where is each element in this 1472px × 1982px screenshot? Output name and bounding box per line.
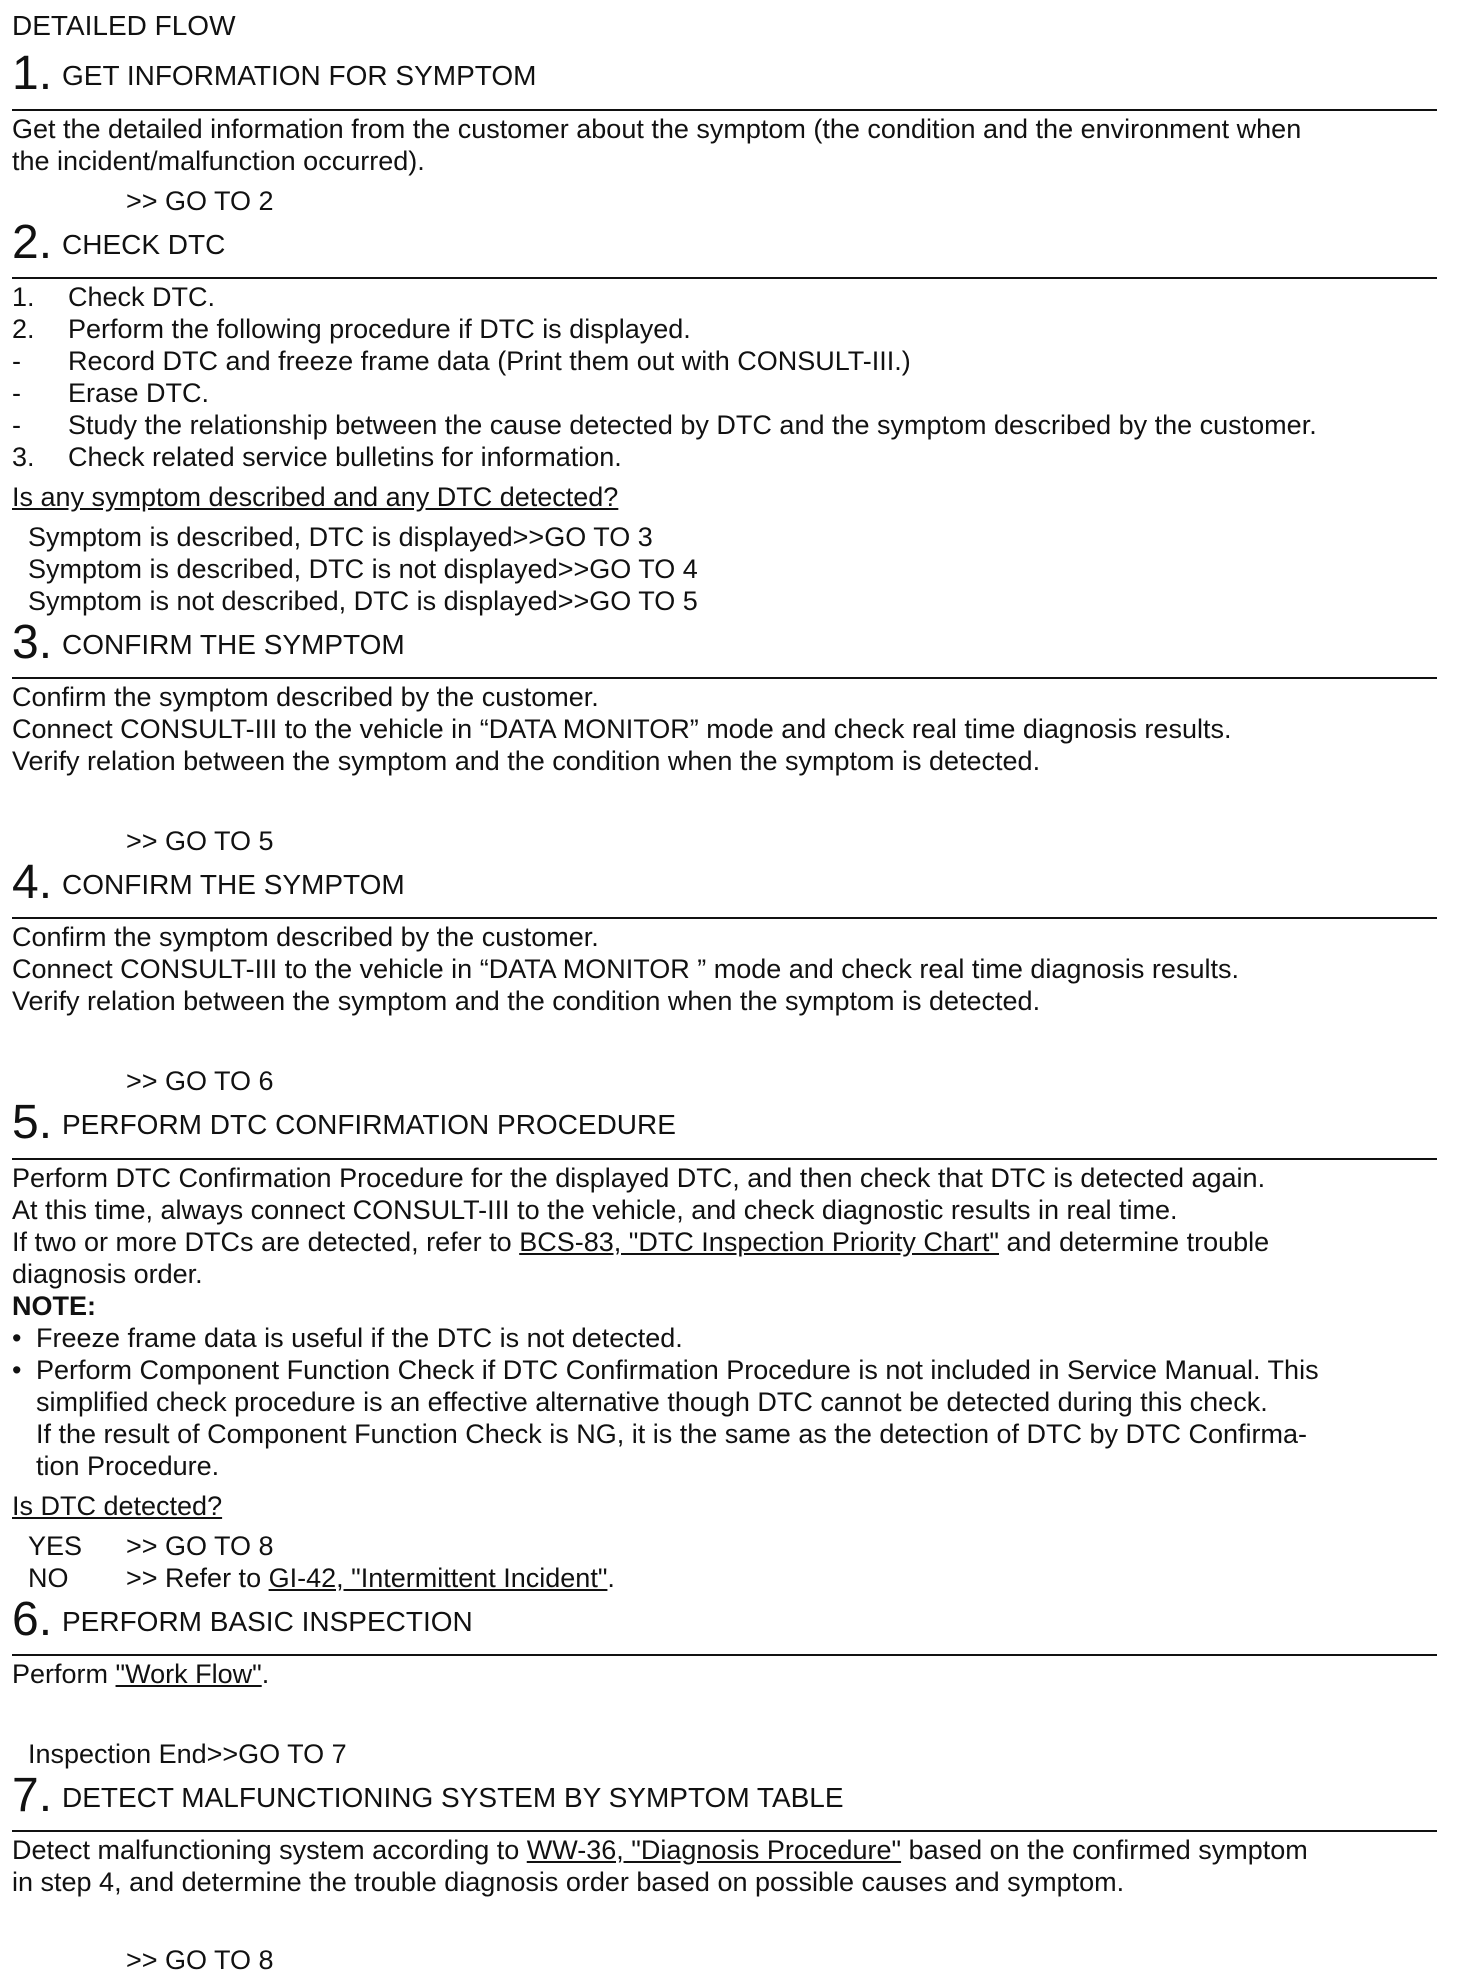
bullet-icon: • (12, 1323, 22, 1353)
step-number: 5. (12, 1096, 53, 1149)
note-bullet (12, 1322, 683, 1354)
text-segment: Detect malfunctioning system according to (12, 1835, 527, 1865)
body-text (12, 1658, 269, 1690)
text-segment: based on the confirmed symptom (901, 1835, 1308, 1865)
list-item (12, 377, 209, 409)
bullet-text: simplified check procedure is an effective alternative though DTC cannot be detected during this check. (36, 1387, 1268, 1417)
step-number: 2. (12, 216, 53, 269)
answer-yes (28, 1530, 274, 1562)
bullet-icon: • (12, 1355, 22, 1385)
list-text: Check related service bulletins for information. (68, 442, 622, 472)
bullet-text: If the result of Component Function Check is NG, it is the same as the detection of DTC by DTC Confirma- (36, 1419, 1308, 1449)
answer-text: . (607, 1563, 615, 1593)
answer-no (28, 1562, 615, 1594)
body-text: Confirm the symptom described by the customer. (12, 682, 599, 712)
goto-instruction: >> GO TO 2 (126, 186, 274, 216)
goto-instruction: >> GO TO 6 (126, 1066, 274, 1096)
list-marker: - (12, 410, 21, 440)
divider (12, 1654, 1437, 1656)
body-text (12, 1226, 1269, 1258)
text-segment: If two or more DTCs are detected, refer to (12, 1227, 520, 1257)
divider (12, 109, 1437, 111)
step-number: 4. (12, 856, 53, 909)
list-text: Record DTC and freeze frame data (Print them out with CONSULT-III.) (68, 346, 911, 376)
list-text: Erase DTC. (68, 378, 210, 408)
step-title: CHECK DTC (62, 229, 226, 260)
decision-answer: Inspection End>>GO TO 7 (28, 1739, 347, 1769)
list-text: Check DTC. (68, 282, 216, 312)
list-item (12, 345, 911, 377)
bullet-text: Freeze frame data is useful if the DTC is not detected. (36, 1323, 683, 1353)
list-marker: 1. (12, 282, 35, 312)
answer-text: >> Refer to (126, 1563, 269, 1593)
step-number: 6. (12, 1593, 53, 1646)
answer-label: NO (28, 1563, 69, 1593)
body-text: diagnosis order. (12, 1259, 203, 1289)
list-marker: - (12, 378, 21, 408)
decision-question: Is any symptom described and any DTC detected? (12, 482, 619, 512)
list-item (12, 313, 691, 345)
note-bullet (12, 1354, 1319, 1386)
body-text: Connect CONSULT-III to the vehicle in “DATA MONITOR” mode and check real time diagnosis results. (12, 714, 1232, 744)
divider (12, 1830, 1437, 1832)
work-flow-link[interactable]: "Work Flow" (115, 1659, 262, 1689)
decision-answer: Symptom is described, DTC is displayed>>GO TO 3 (28, 522, 653, 552)
ww-36-link[interactable]: WW-36, "Diagnosis Procedure" (526, 1835, 902, 1865)
goto-instruction: >> GO TO 8 (126, 1945, 274, 1975)
note-label: NOTE: (12, 1291, 96, 1321)
body-text: Get the detailed information from the customer about the symptom (the condition and the environment when (12, 114, 1302, 144)
list-marker: - (12, 346, 21, 376)
answer-text: >> GO TO 8 (126, 1531, 274, 1561)
list-marker: 2. (12, 314, 35, 344)
body-text: the incident/malfunction occurred). (12, 146, 425, 176)
step-number: 1. (12, 47, 53, 100)
divider (12, 277, 1437, 279)
body-text: Perform DTC Confirmation Procedure for the displayed DTC, and then check that DTC is detected again. (12, 1163, 1266, 1193)
body-text: Confirm the symptom described by the customer. (12, 922, 599, 952)
bullet-text: tion Procedure. (36, 1451, 220, 1481)
gi-42-link[interactable]: GI-42, "Intermittent Incident" (268, 1563, 608, 1593)
divider (12, 917, 1437, 919)
text-segment: . (261, 1659, 270, 1689)
list-marker: 3. (12, 442, 35, 472)
step-number: 7. (12, 1769, 53, 1822)
step-title: GET INFORMATION FOR SYMPTOM (62, 60, 537, 91)
bcs-83-link[interactable]: BCS-83, "DTC Inspection Priority Chart" (519, 1227, 1000, 1257)
goto-instruction: >> GO TO 5 (126, 826, 274, 856)
step-title: CONFIRM THE SYMPTOM (62, 629, 405, 660)
text-segment: and determine trouble (999, 1227, 1270, 1257)
decision-question: Is DTC detected? (12, 1491, 223, 1521)
body-text: Verify relation between the symptom and the condition when the symptom is detected. (12, 746, 1041, 776)
body-text: in step 4, and determine the trouble diagnosis order based on possible causes and symptom. (12, 1867, 1125, 1897)
text-segment: Perform (12, 1659, 116, 1689)
step-title: DETECT MALFUNCTIONING SYSTEM BY SYMPTOM TABLE (62, 1782, 844, 1813)
answer-label: YES (28, 1531, 83, 1561)
list-text: Study the relationship between the cause detected by DTC and the symptom described by the customer. (68, 410, 1317, 440)
list-item (12, 409, 1317, 441)
bullet-text: Perform Component Function Check if DTC Confirmation Procedure is not included in Service Manual. This (36, 1355, 1319, 1385)
body-text: At this time, always connect CONSULT-III to the vehicle, and check diagnostic results in real time. (12, 1195, 1178, 1225)
document-title: DETAILED FLOW (12, 10, 236, 41)
body-text: Connect CONSULT-III to the vehicle in “DATA MONITOR ” mode and check real time diagnosis results. (12, 954, 1239, 984)
step-title: PERFORM DTC CONFIRMATION PROCEDURE (62, 1109, 676, 1140)
divider (12, 677, 1437, 679)
list-text: Perform the following procedure if DTC is displayed. (68, 314, 691, 344)
decision-answer: Symptom is not described, DTC is displayed>>GO TO 5 (28, 586, 698, 616)
body-text: Verify relation between the symptom and the condition when the symptom is detected. (12, 986, 1041, 1016)
divider (12, 1158, 1437, 1160)
step-number: 3. (12, 616, 53, 669)
body-text (12, 1834, 1308, 1866)
decision-answer: Symptom is described, DTC is not displayed>>GO TO 4 (28, 554, 698, 584)
list-item (12, 441, 622, 473)
list-item (12, 281, 215, 313)
step-title: CONFIRM THE SYMPTOM (62, 869, 405, 900)
step-title: PERFORM BASIC INSPECTION (62, 1606, 473, 1637)
